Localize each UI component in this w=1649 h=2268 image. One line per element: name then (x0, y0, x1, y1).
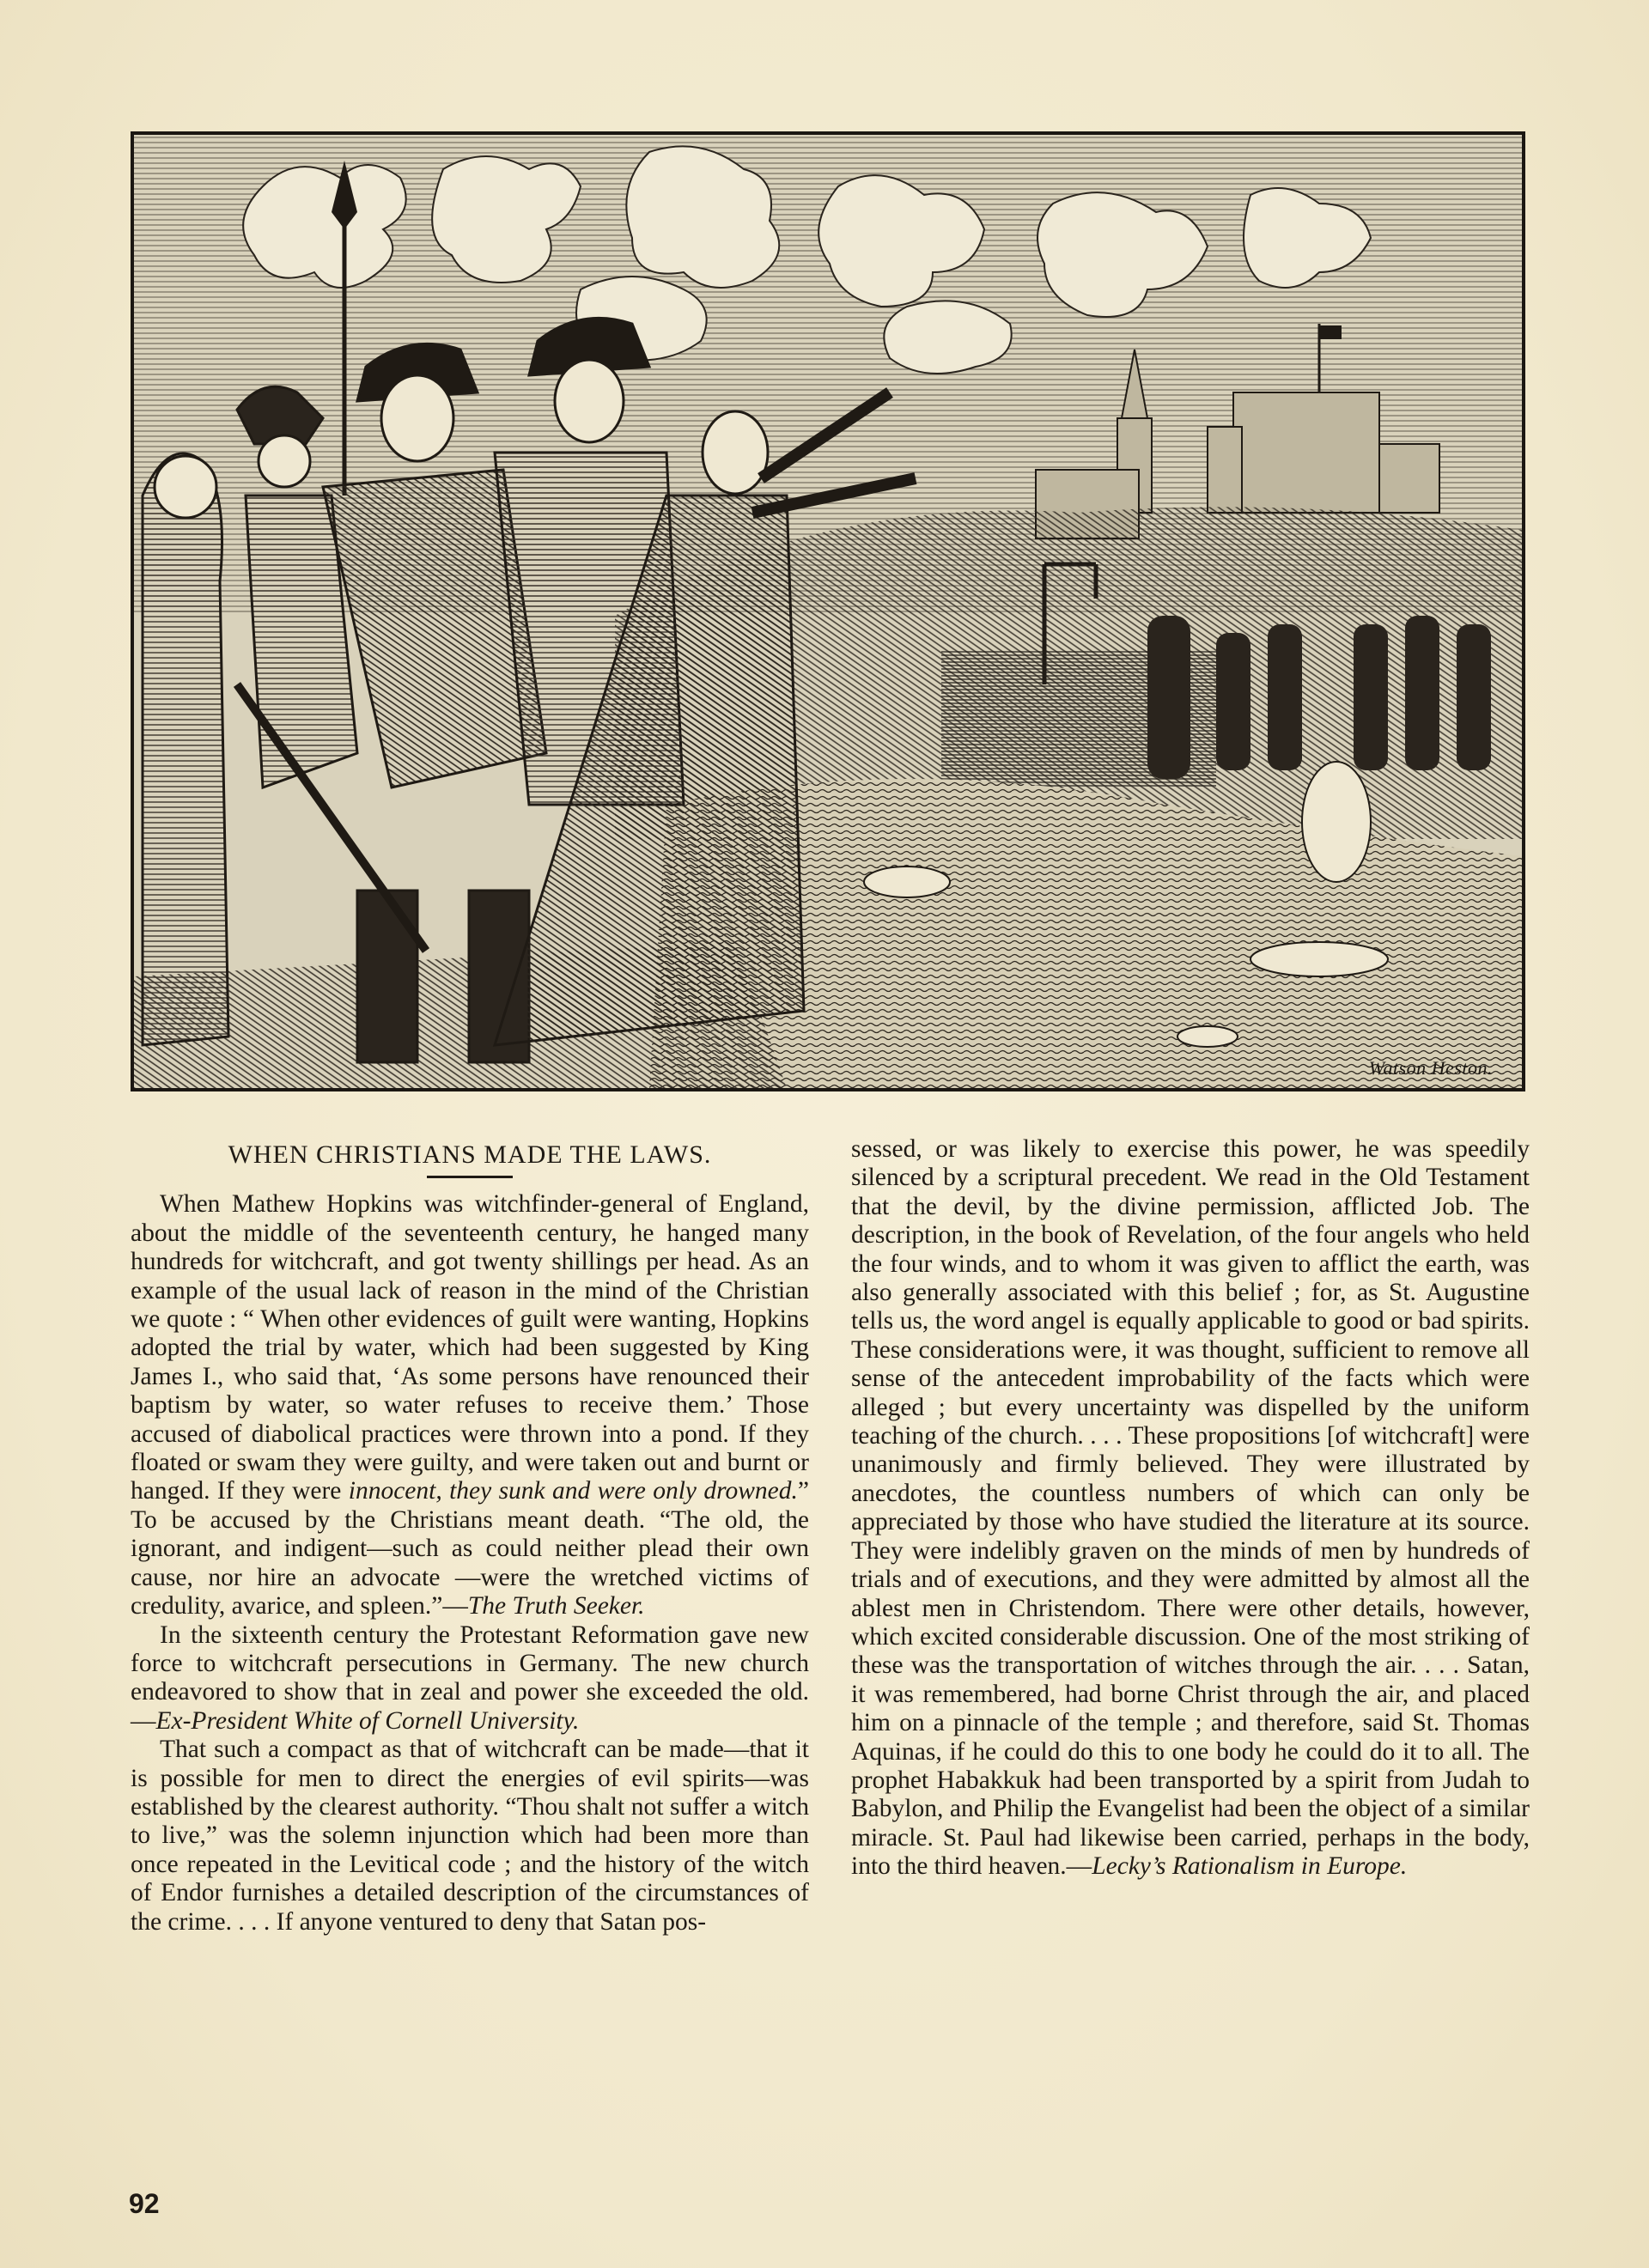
citation-source: Lecky’s Rationalism in Europe. (1092, 1852, 1408, 1881)
paragraph-hopkins (131, 1190, 809, 1620)
paragraph-compact (131, 1736, 809, 1937)
paragraph-text: When Mathew Hopkins was witchfinder-general of England, about the middle of the seventeenth century, he hanged many hundreds for witchcraft, and got twenty shillings per head. As an example of the usual lack of reason in the mind of the Christian we quote : “ When other evidences of guilt were wanting, Hopkins adopted the trial by water, which had been suggested by King James I., who said that, ‘As some persons have renounced their baptism by water, so water refuses to receive them.’ Those accused of diabolical practices were thrown into a pond. If they floated or swam they were guilty, and were taken out and burnt or hanged. If they were (131, 1190, 809, 1505)
engraving-drawing (134, 135, 1522, 1088)
paragraph-reformation (131, 1621, 809, 1736)
illustrator-signature: Watson Heston. (1368, 1057, 1493, 1079)
citation-source: The Truth Seeker. (467, 1592, 645, 1620)
engraving-illustration (131, 131, 1525, 1091)
paragraph-text: sessed, or was likely to exercise this power, he was speedily silenced by a scriptural precedent. We read in the Old Testament that the devil, by the divine permission, afflicted Job. The description, in the book of Revelation, of the four angels who held the four winds, and to whom it was given to afflict the earth, was also generally associated with this belief ; for, as St. Augustine tells us, the word angel is equally applicable to good or bad spirits. These considerations were, it was thought, sufficient to remove all sense of the antecedent improbability of the facts which were alleged ; but every uncertainty was dispelled by the uniform teaching of the church. . . . These propositions [of witchcraft] were unanimously and firmly believed. They were illustrated by anecdotes, the countless numbers of which can only be appreciated by those who have studied the literature at its source. They were indelibly graven on the minds of men by hundreds of trials and of executions, and they were admitted by almost all the ablest men in Christendom. There were other details, however, which excited considerable discussion. One of the most striking of these was the transportation of witches through the air. . . . Satan, it was remembered, had borne Christ through the air, and placed him on a pinnacle of the temple ; and therefore, said St. Thomas Aquinas, if he could do this to one body he could do it to all. The prophet Habakkuk had been transported by a spirit from Judah to Babylon, and Philip the Evangelist had been the object of a similar miracle. St. Paul had likewise been carried, perhaps in the body, into the third heaven.— (851, 1135, 1530, 1881)
paragraph-text: That such a compact as that of witchcraft can be made—that it is possible for men to direct the energies of evil spirits—was established by the clearest authority. “Thou shalt not suffer a witch to live,” was the solemn injunction which had been more than once repeated in the Levitical code ; and the history of the witch of Endor furnishes a detailed description of the circumstances of the crime. . . . If anyone ventured to deny that Satan pos- (131, 1736, 809, 1936)
italic-quote: innocent, they sunk and were only drowned. (348, 1477, 798, 1505)
paragraph-text: ” To be accused by the Christians meant death. “The old, the ignorant, and indigent—such as could neither plead their own cause, nor hire an advocate —were the wretched victims of credulity, avarice, and spleen.”— (131, 1477, 809, 1620)
title-rule (427, 1176, 513, 1178)
paragraph-continuation (851, 1135, 1530, 1882)
right-column (851, 1135, 1530, 1882)
paragraph-text: In the sixteenth century the Protestant Reformation gave new force to witchcraft persecutions in Germany. The new church endeavored to show that in zeal and power she exceeded the old.— (131, 1620, 809, 1735)
article-title: WHEN CHRISTIANS MADE THE LAWS. (228, 1140, 712, 1169)
page-number: 92 (129, 2188, 160, 2219)
citation-source: Ex-President White of Cornell University. (155, 1706, 580, 1735)
left-column (131, 1135, 809, 1937)
